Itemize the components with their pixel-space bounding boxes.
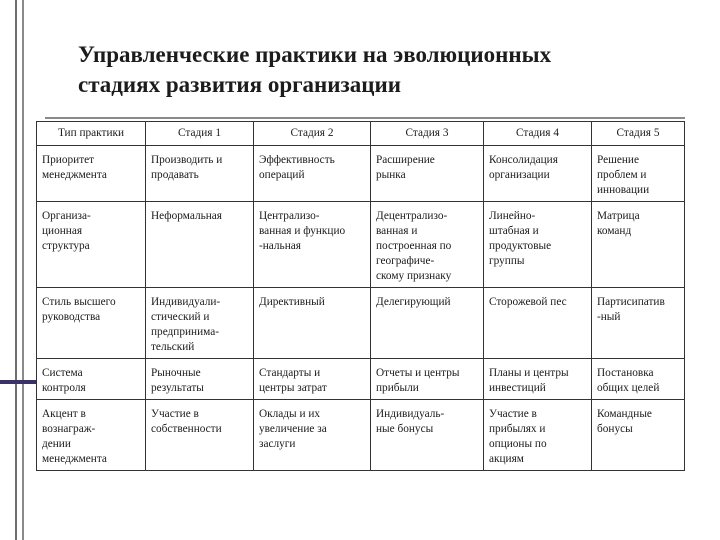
header-stage-1: Стадия 1 xyxy=(146,122,254,146)
stage-cell: Отчеты и центры прибыли xyxy=(371,359,484,400)
stage-cell: Рыночные результаты xyxy=(146,359,254,400)
slide-title-line-1: Управленческие практики на эволюционных xyxy=(78,42,552,67)
stage-cell: Индивидуали- стический и предпринима- тельский xyxy=(146,288,254,359)
stage-cell: Децентрализо- ванная и построенная по географиче- скому признаку xyxy=(371,202,484,288)
practice-cell: Стиль высшего руководства xyxy=(37,288,146,359)
table-row xyxy=(37,146,685,202)
table-header-row xyxy=(37,122,685,146)
header-stage-4: Стадия 4 xyxy=(484,122,592,146)
decorative-vertical-line-inner xyxy=(22,0,24,540)
table-row xyxy=(37,202,685,288)
decorative-vertical-line-outer xyxy=(15,0,17,540)
table-row xyxy=(37,359,685,400)
table-row xyxy=(37,288,685,359)
practice-cell: Система контроля xyxy=(37,359,146,400)
slide-title-line-2: стадиях развития организации xyxy=(78,72,402,97)
stage-cell: Стандарты и центры затрат xyxy=(254,359,371,400)
stage-cell: Делегирующий xyxy=(371,288,484,359)
stage-cell: Командные бонусы xyxy=(592,400,685,471)
stage-cell: Расширение рынка xyxy=(371,146,484,202)
stage-cell: Производить и продавать xyxy=(146,146,254,202)
practice-cell: Приоритет менеджмента xyxy=(37,146,146,202)
table-row xyxy=(37,400,685,471)
stage-cell: Участие в собственности xyxy=(146,400,254,471)
stage-cell: Планы и центры инвестиций xyxy=(484,359,592,400)
stage-cell: Сторожевой пес xyxy=(484,288,592,359)
stage-cell: Директивный xyxy=(254,288,371,359)
slide-title xyxy=(78,40,678,100)
practice-cell: Акцент в вознаграж- дении менеджмента xyxy=(37,400,146,471)
stage-cell: Участие в прибылях и опционы по акциям xyxy=(484,400,592,471)
stage-cell: Партисипатив -ный xyxy=(592,288,685,359)
management-practices-table xyxy=(36,121,685,471)
stage-cell: Эффективность операций xyxy=(254,146,371,202)
stage-cell: Линейно- штабная и продуктовые группы xyxy=(484,202,592,288)
decorative-title-underline xyxy=(45,117,685,119)
header-stage-2: Стадия 2 xyxy=(254,122,371,146)
stage-cell: Централизо- ванная и функцио -нальная xyxy=(254,202,371,288)
header-stage-5: Стадия 5 xyxy=(592,122,685,146)
decorative-accent-bar xyxy=(0,380,37,384)
header-stage-3: Стадия 3 xyxy=(371,122,484,146)
stage-cell: Решение проблем и инновации xyxy=(592,146,685,202)
header-practice-type: Тип практики xyxy=(37,122,146,146)
stage-cell: Индивидуаль- ные бонусы xyxy=(371,400,484,471)
stage-cell: Постановка общих целей xyxy=(592,359,685,400)
stage-cell: Матрица команд xyxy=(592,202,685,288)
stage-cell: Консолидация организации xyxy=(484,146,592,202)
stage-cell: Оклады и их увеличение за заслуги xyxy=(254,400,371,471)
stage-cell: Неформальная xyxy=(146,202,254,288)
practice-cell: Организа- ционная структура xyxy=(37,202,146,288)
